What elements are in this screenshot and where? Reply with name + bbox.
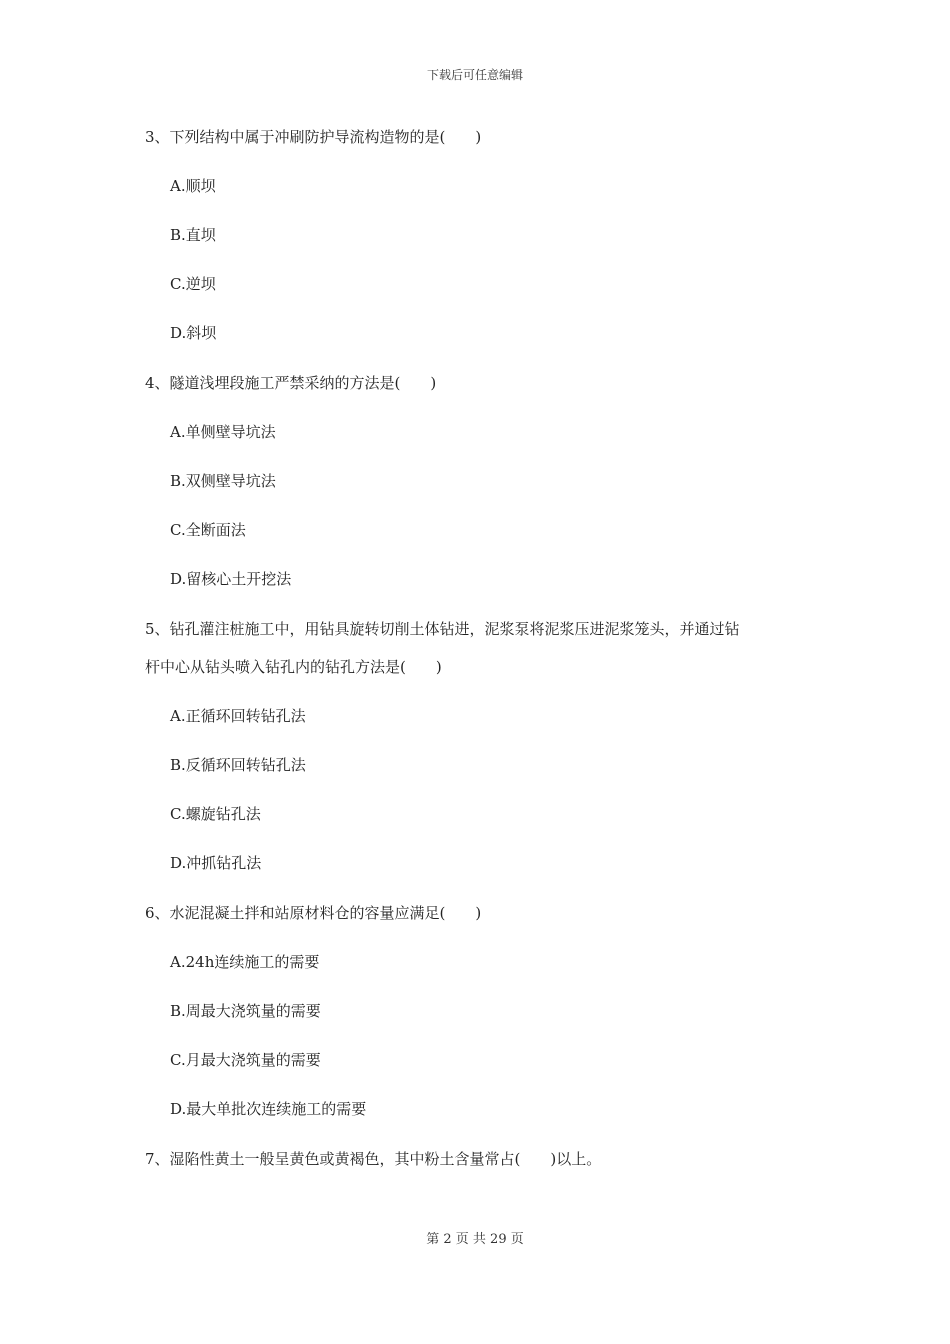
question-3-option-a: A.顺坝 xyxy=(170,177,216,195)
question-5-option-b: B.反循环回转钻孔法 xyxy=(170,756,306,774)
question-5-option-d: D.冲抓钻孔法 xyxy=(170,854,262,872)
page-header: 下载后可任意编辑 xyxy=(426,68,523,82)
question-3-option-d: D.斜坝 xyxy=(170,324,217,342)
question-4-option-a: A.单侧壁导坑法 xyxy=(170,423,276,441)
question-6-option-c: C.月最大浇筑量的需要 xyxy=(170,1051,321,1069)
question-7-stem: 7、湿陷性黄土一般呈黄色或黄褐色，其中粉土含量常占( )以上。 xyxy=(145,1150,602,1168)
question-5-option-c: C.螺旋钻孔法 xyxy=(170,805,261,823)
question-4-stem: 4、隧道浅埋段施工严禁采纳的方法是( ) xyxy=(145,374,437,392)
question-4-option-b: B.双侧壁导坑法 xyxy=(170,472,276,490)
question-6-option-b: B.周最大浇筑量的需要 xyxy=(170,1002,321,1020)
question-3-option-c: C.逆坝 xyxy=(170,275,216,293)
page-footer: 第 2 页 共 29 页 xyxy=(426,1232,524,1247)
question-5-option-a: A.正循环回转钻孔法 xyxy=(170,707,306,725)
question-3-option-b: B.直坝 xyxy=(170,226,216,244)
question-6-option-a: A.24h连续施工的需要 xyxy=(170,953,320,971)
question-6-stem: 6、水泥混凝土拌和站原材料仓的容量应满足( ) xyxy=(145,904,482,922)
question-4-option-d: D.留核心土开挖法 xyxy=(170,570,292,588)
question-6-option-d: D.最大单批次连续施工的需要 xyxy=(170,1100,367,1118)
question-5-stem-line-1: 5、钻孔灌注桩施工中，用钻具旋转切削土体钻进，泥浆泵将泥浆压进泥浆笼头，并通过钻 xyxy=(145,620,740,638)
question-3-stem: 3、下列结构中属于冲刷防护导流构造物的是( ) xyxy=(145,128,482,146)
question-4-option-c: C.全断面法 xyxy=(170,521,246,539)
question-5-stem-line-2: 杆中心从钻头喷入钻孔内的钻孔方法是( ) xyxy=(145,658,442,676)
